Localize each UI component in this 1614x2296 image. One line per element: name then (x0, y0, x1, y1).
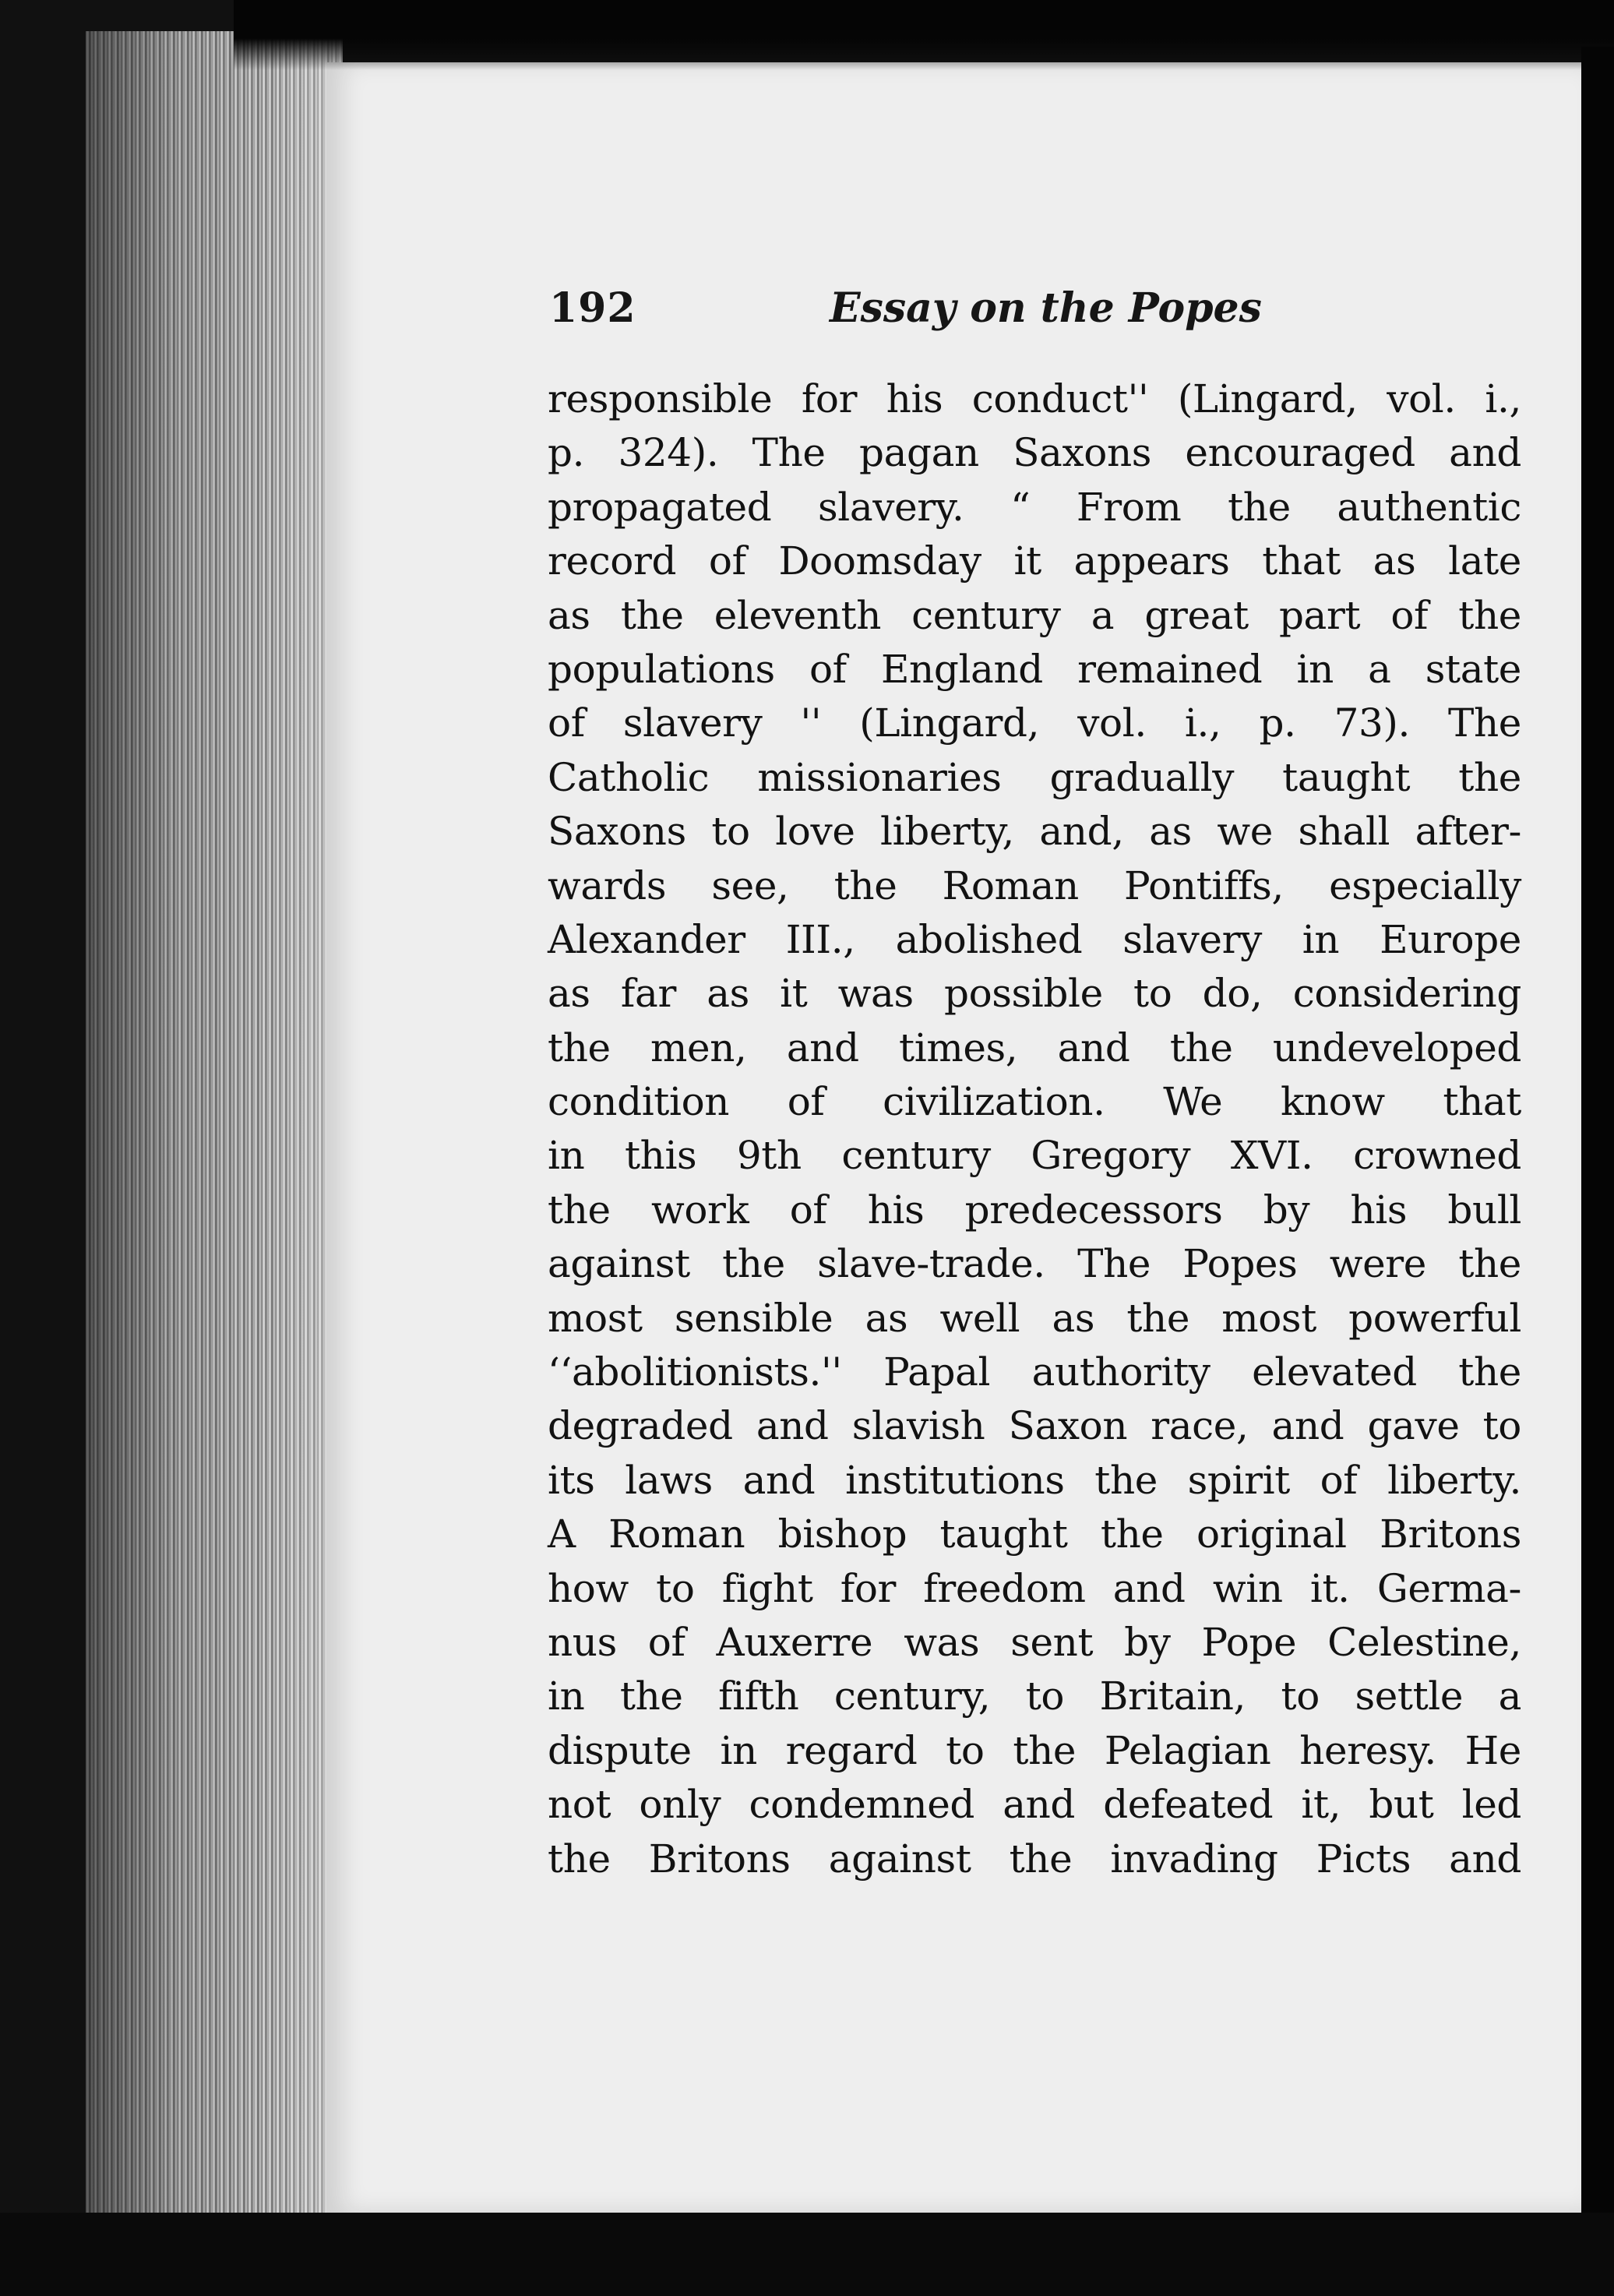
text-line: its laws and institutions the spirit of liberty. (548, 1457, 1521, 1503)
text-line: populations of England remained in a state (548, 646, 1521, 692)
top-shadow (234, 0, 1614, 70)
text-line: the Britons against the invading Picts and (548, 1836, 1521, 1882)
text-line: not only condemned and defeated it, but led (548, 1782, 1521, 1828)
text-line: record of Doomsday it appears that as late (548, 538, 1521, 584)
text-line: the work of his predecessors by his bull (548, 1187, 1521, 1233)
text-line: Catholic missionaries gradually taught the (548, 754, 1521, 800)
text-line: how to fight for freedom and win it. Germa- (548, 1565, 1521, 1611)
text-line: propagated slavery. “ From the authentic (548, 484, 1521, 530)
text-line: degraded and slavish Saxon race, and gave to (548, 1403, 1521, 1449)
text-line: dispute in regard to the Pelagian heresy. He (548, 1727, 1521, 1773)
page-number: 192 (549, 284, 636, 332)
body-text (548, 372, 1521, 1886)
text-line: Alexander III., abolished slavery in Europe (548, 916, 1521, 962)
book-fore-edge (86, 31, 343, 2213)
text-line: the men, and times, and the undeveloped (548, 1025, 1521, 1070)
text-line: wards see, the Roman Pontiffs, especially (548, 862, 1521, 908)
text-line: of slavery '' (Lingard, vol. i., p. 73). The (548, 700, 1521, 746)
text-line: responsible for his conduct'' (Lingard, vol. i., (548, 376, 1521, 421)
text-line: ‘‘abolitionists.'' Papal authority elevated the (548, 1349, 1521, 1395)
text-line: p. 324). The pagan Saxons encouraged and (548, 430, 1521, 476)
text-line: in the fifth century, to Britain, to settle a (548, 1674, 1521, 1719)
running-head (549, 284, 1523, 339)
text-line: A Roman bishop taught the original Britons (548, 1511, 1521, 1557)
text-line: most sensible as well as the most powerful (548, 1295, 1521, 1341)
text-line: as the eleventh century a great part of the (548, 592, 1521, 638)
text-line: nus of Auxerre was sent by Pope Celestine, (548, 1619, 1521, 1665)
bottom-shadow (0, 2213, 1614, 2296)
text-line: in this 9th century Gregory XVI. crowned (548, 1133, 1521, 1179)
text-line: against the slave-trade. The Popes were the (548, 1241, 1521, 1287)
running-title: Essay on the Popes (830, 284, 1262, 332)
right-shadow (1581, 47, 1614, 2228)
text-line: condition of civilization. We know that (548, 1079, 1521, 1125)
text-line: as far as it was possible to do, considering (548, 971, 1521, 1017)
text-line: Saxons to love liberty, and, as we shall after- (548, 809, 1521, 855)
